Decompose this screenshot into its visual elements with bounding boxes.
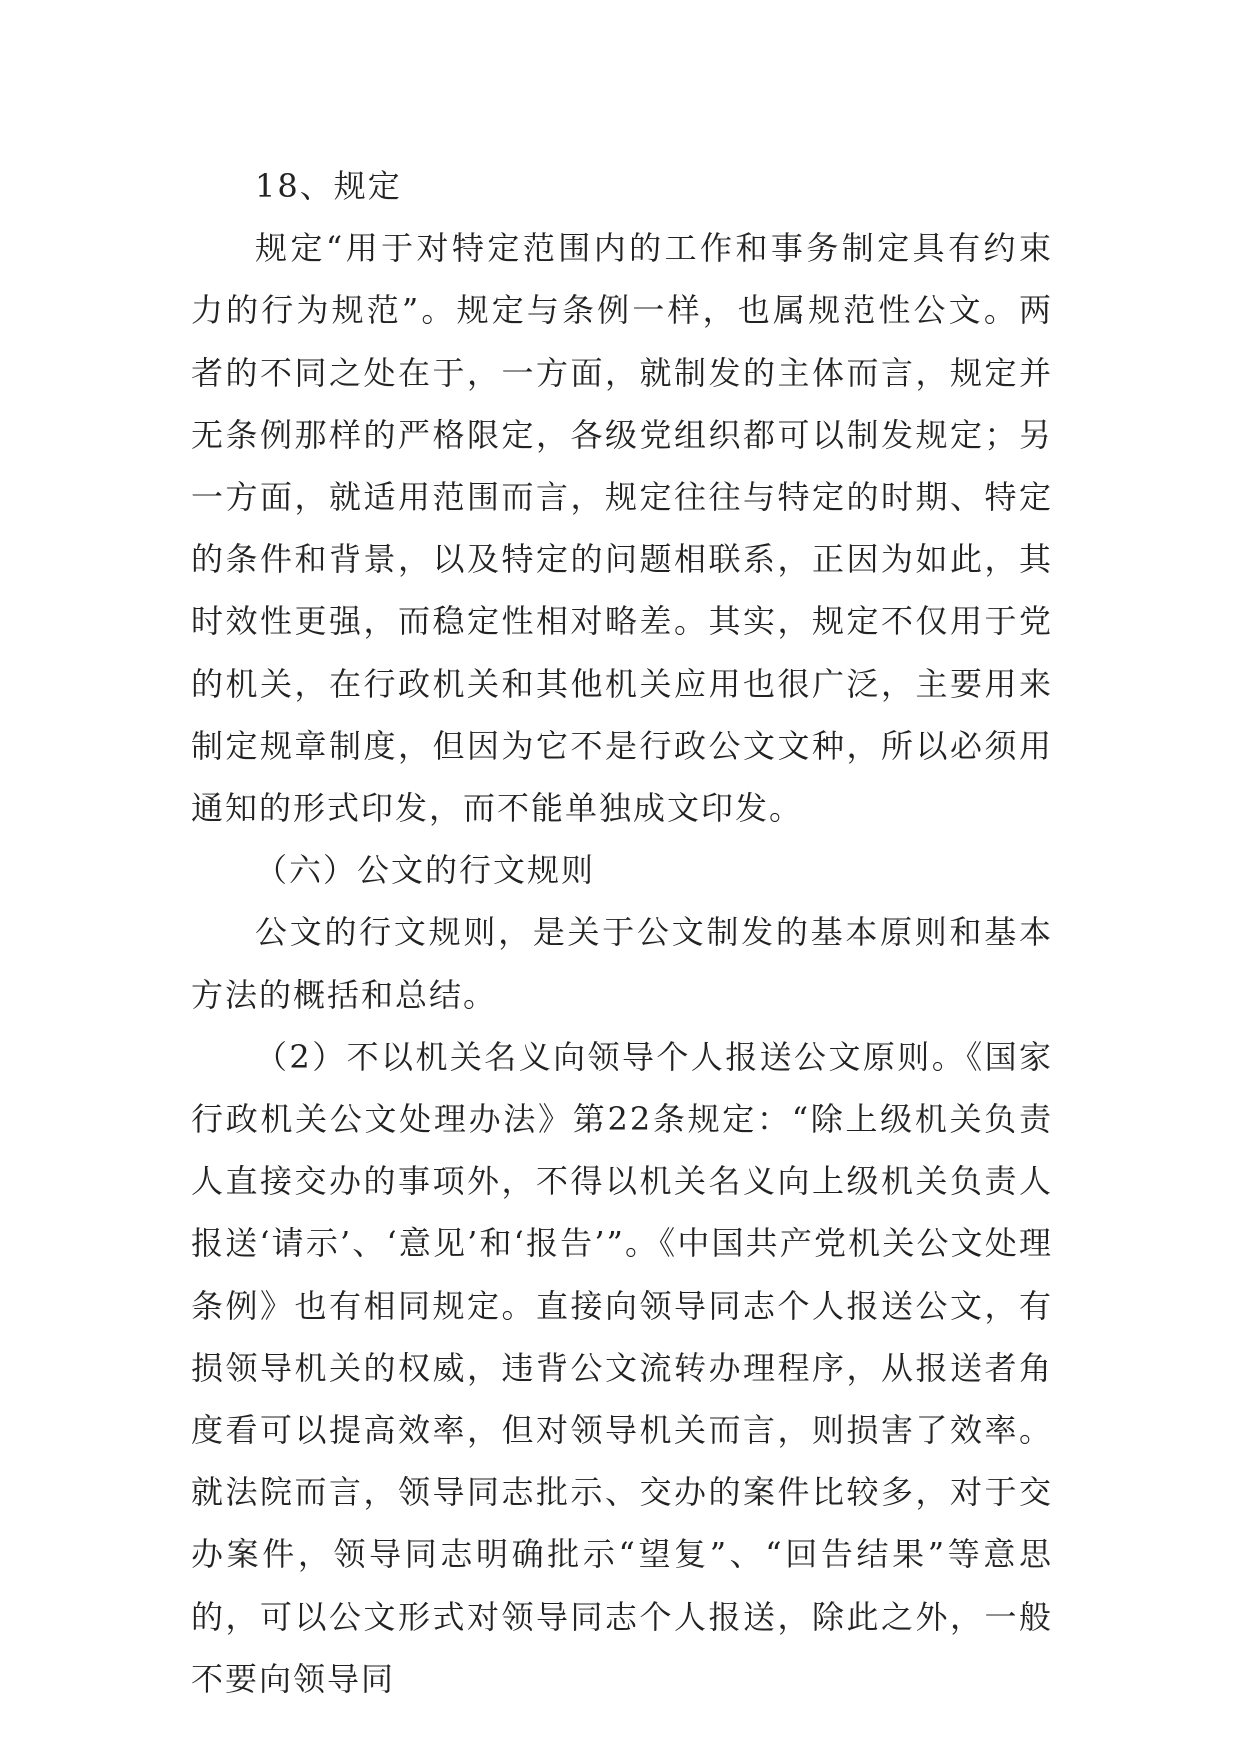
section-heading-rules: （六）公文的行文规则 [255,851,596,890]
document-body [191,155,1053,1710]
paragraph-rules-intro: 公文的行文规则，是关于公文制发的基本原则和基本方法的概括和总结。 [191,913,1053,1014]
paragraph-regulation-definition: 规定“用于对特定范围内的工作和事务制定具有约束力的行为规范”。规定与条例一样，也属规范性公文。两者的不同之处在于，一方面，就制发的主体而言，规定并无条例那样的严格限定，各级党组织都可以制发规定；另一方面，就适用范围而言，规定往往与特定的时期、特定的条件和背景，以及特定的问题相联系，正因为如此，其时效性更强，而稳定性相对略差。其实，规定不仅用于党的机关，在行政机关和其他机关应用也很广泛，主要用来制定规章制度，但因为它不是行政公文文种，所以必须用通知的形式印发，而不能单独成文印发。 [191,229,1053,828]
paragraph-rule-2: （2）不以机关名义向领导个人报送公文原则。《国家行政机关公文处理办法》第22条规定：“除上级机关负责人直接交办的事项外，不得以机关名义向上级机关负责人报送‘请示’、‘意见’和‘报告’”。《中国共产党机关公文处理条例》也有相同规定。直接向领导同志个人报送公文，有损领导机关的权威，违背公文流转办理程序，从报送者角度看可以提高效率，但对领导机关而言，则损害了效率。就法院而言，领导同志批示、交办的案件比较多，对于交办案件，领导同志明确批示“望复”、“回告结果”等意思的，可以公文形式对领导同志个人报送，除此之外，一般不要向领导同 [191,1037,1053,1698]
section-heading-regulation: 18、规定 [255,167,402,205]
